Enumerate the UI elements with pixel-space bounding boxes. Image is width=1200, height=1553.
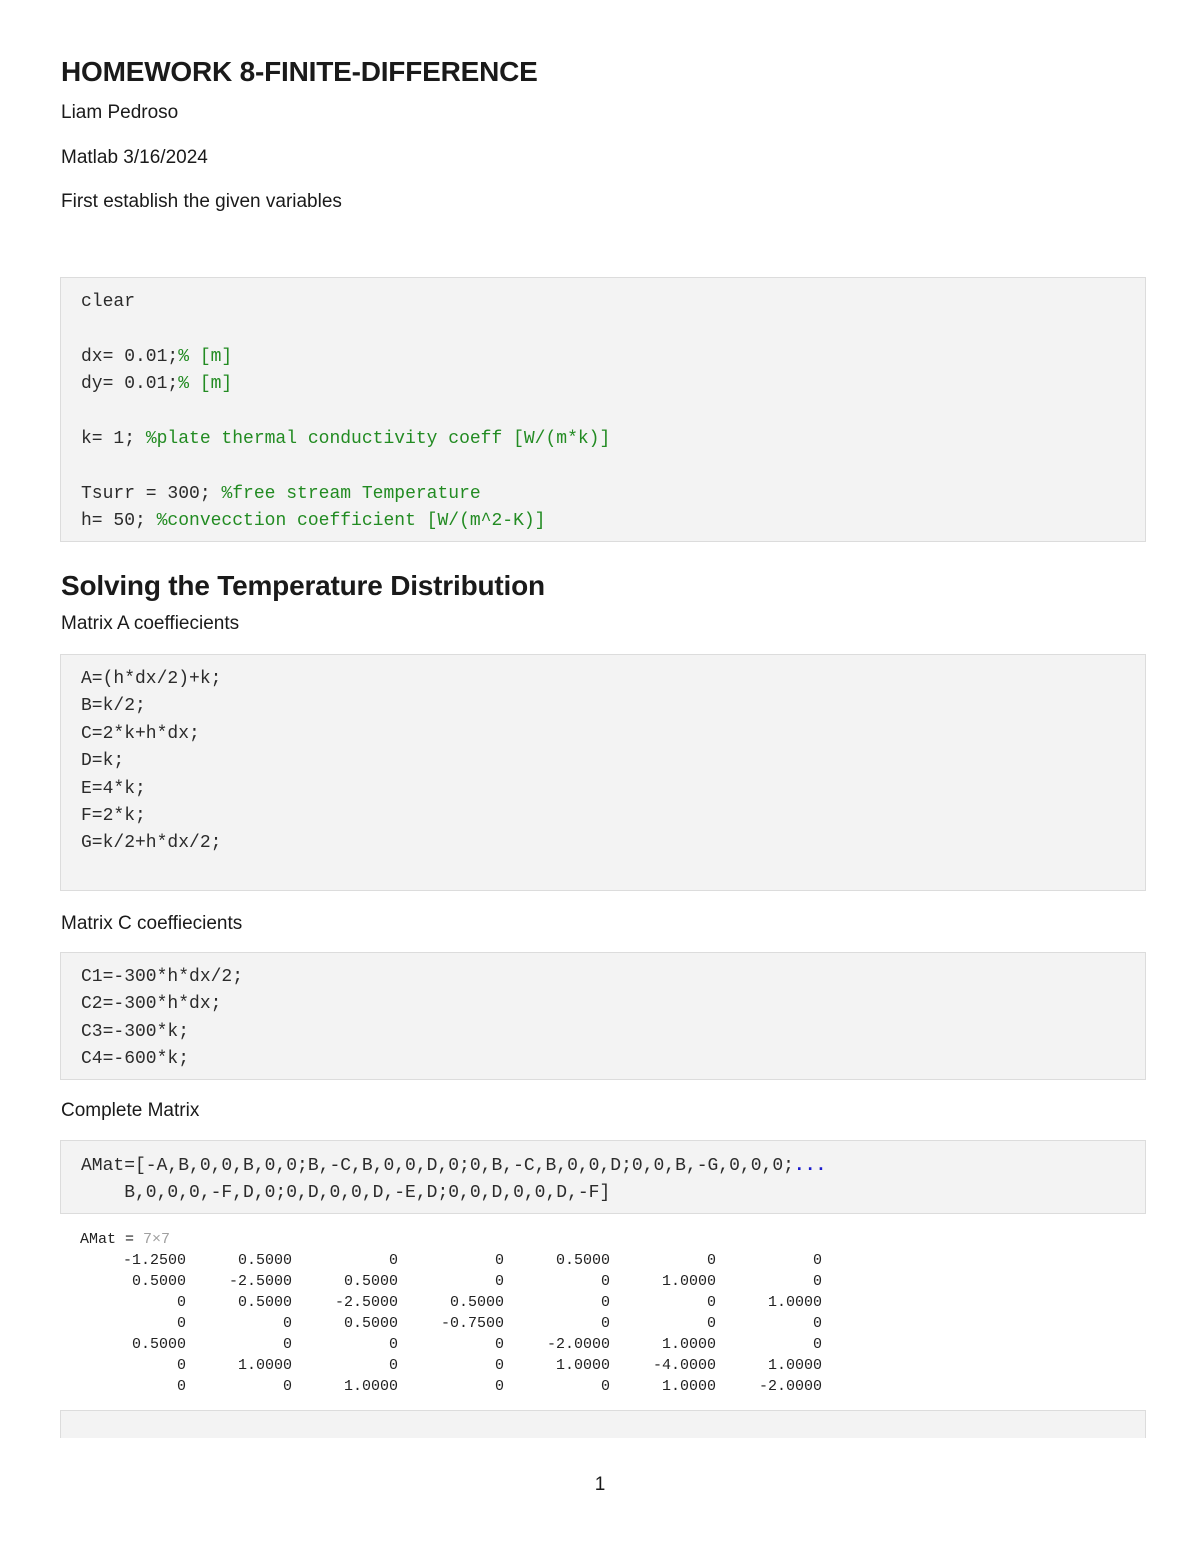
code-line: F=2*k; [81, 805, 146, 826]
matrix-cell: 1.0000 [343, 1378, 398, 1395]
matrix-cell: 0 [494, 1273, 504, 1290]
code-line: C2=-300*h*dx; [81, 994, 222, 1015]
matrix-cell: 0 [812, 1273, 822, 1290]
matrix-cell: 1.0000 [661, 1336, 716, 1353]
matrix-cell: 0 [600, 1315, 610, 1332]
code-comment: %convecction coefficient [W/(m^2-K)] [156, 511, 546, 532]
matrix-cell: 0.5000 [237, 1294, 292, 1311]
matrix-cell: 0 [176, 1378, 186, 1395]
author-name: Liam Pedroso [61, 102, 179, 123]
matrix-cell: 1.0000 [661, 1378, 716, 1395]
code-line: C1=-300*h*dx/2; [81, 967, 244, 987]
code-line [81, 481, 1145, 508]
matrix-cell: 0 [388, 1336, 398, 1353]
code-text: Tsurr = 300; [81, 483, 222, 504]
matrix-row [80, 1334, 822, 1355]
output-equals: = [116, 1231, 144, 1248]
matrix-cell: 0 [600, 1273, 610, 1290]
matrix-cell: 0.5000 [343, 1273, 398, 1290]
code-comment: %plate thermal conductivity coeff [W/(m*k)] [145, 428, 611, 449]
page-title: HOMEWORK 8-FINITE-DIFFERENCE [61, 56, 538, 87]
matrix-cell: -1.2500 [122, 1252, 186, 1269]
code-line: C4=-600*k; [81, 1049, 190, 1070]
matrix-row [80, 1271, 822, 1292]
code-block-variables [60, 277, 1146, 542]
code-line: D=k; [81, 751, 125, 772]
matrix-cell: 0 [812, 1315, 822, 1332]
matrix-cell: 0.5000 [449, 1294, 504, 1311]
matrix-c-label: Matrix C coeffiecients [61, 913, 243, 934]
matrix-cell: 1.0000 [237, 1357, 292, 1374]
code-line: G=k/2+h*dx/2; [81, 833, 222, 854]
matrix-cell: 0 [812, 1252, 822, 1269]
code-block-matrix-a [60, 654, 1146, 891]
matrix-row [80, 1313, 822, 1334]
matrix-cell: 0 [494, 1252, 504, 1269]
matrix-cell: -0.7500 [440, 1315, 504, 1332]
code-continuation: ... [793, 1156, 827, 1176]
code-line [81, 508, 1145, 535]
complete-matrix-label: Complete Matrix [61, 1100, 200, 1121]
code-block-matrix-c [60, 952, 1146, 1080]
output-size: 7×7 [143, 1231, 171, 1248]
matrix-cell: -2.5000 [228, 1273, 292, 1290]
code-line: clear [81, 292, 136, 312]
matrix-cell: 0.5000 [343, 1315, 398, 1332]
code-comment: % [m] [178, 374, 233, 395]
intro-text: First establish the given variables [61, 191, 342, 212]
matrix-cell: 0 [176, 1294, 186, 1311]
matrix-cell: 1.0000 [555, 1357, 610, 1374]
meta-line: Matlab 3/16/2024 [61, 147, 208, 168]
matrix-cell: 0 [600, 1378, 610, 1395]
page-number: 1 [594, 1474, 606, 1495]
matrix-cell: 0 [706, 1252, 716, 1269]
code-line-blank [81, 316, 1145, 343]
output-matrix [80, 1250, 822, 1397]
matrix-cell: -4.0000 [652, 1357, 716, 1374]
code-line-blank [81, 399, 1145, 426]
matrix-cell: 0 [706, 1294, 716, 1311]
matrix-cell: -2.0000 [546, 1336, 610, 1353]
output-amat [80, 1230, 822, 1397]
code-line [81, 1153, 1145, 1180]
matrix-cell: -2.5000 [334, 1294, 398, 1311]
code-line: A=(h*dx/2)+k; [81, 669, 222, 689]
matrix-cell: 0 [176, 1315, 186, 1332]
code-text: h= 50; [81, 511, 157, 532]
matrix-cell: 1.0000 [767, 1294, 822, 1311]
section-heading: Solving the Temperature Distribution [61, 570, 545, 601]
code-line: E=4*k; [81, 778, 146, 799]
matrix-cell: 0 [282, 1378, 292, 1395]
code-line: B,0,0,0,-F,D,0;0,D,0,0,D,-E,D;0,0,D,0,0,D,-F] [81, 1183, 611, 1204]
matrix-cell: 0 [494, 1378, 504, 1395]
matrix-a-label: Matrix A coeffiecients [61, 613, 240, 634]
matrix-cell: 0.5000 [131, 1273, 186, 1290]
code-line: C3=-300*k; [81, 1021, 190, 1042]
code-text: dx= 0.01; [81, 346, 179, 367]
matrix-cell: 0 [812, 1336, 822, 1353]
matrix-cell: 0 [600, 1294, 610, 1311]
matrix-cell: 0 [494, 1336, 504, 1353]
code-comment: % [m] [178, 346, 233, 367]
code-text: AMat=[-A,B,0,0,B,0,0;B,-C,B,0,0,D,0;0,B,-C,B,0,0,D;0,0,B,-G,0,0,0; [81, 1156, 794, 1176]
output-var-name: AMat [80, 1231, 117, 1248]
matrix-row [80, 1250, 822, 1271]
matrix-cell: 0 [282, 1315, 292, 1332]
matrix-row [80, 1292, 822, 1313]
matrix-cell: 0 [494, 1357, 504, 1374]
code-line [81, 371, 1145, 398]
matrix-cell: 1.0000 [767, 1357, 822, 1374]
code-block-complete-matrix [60, 1140, 1146, 1214]
matrix-row [80, 1376, 822, 1397]
matrix-cell: 0 [176, 1357, 186, 1374]
matrix-cell: 0 [282, 1336, 292, 1353]
code-text: dy= 0.01; [81, 374, 179, 395]
matrix-cell: 0 [388, 1357, 398, 1374]
output-header [80, 1230, 822, 1250]
code-line [81, 344, 1145, 371]
matrix-cell: 0.5000 [237, 1252, 292, 1269]
matrix-row [80, 1355, 822, 1376]
matrix-cell: 0 [388, 1252, 398, 1269]
matrix-cell: 0.5000 [131, 1336, 186, 1353]
code-text: k= 1; [81, 428, 146, 449]
code-line-blank [81, 453, 1145, 480]
code-line: B=k/2; [81, 696, 146, 717]
code-comment: %free stream Temperature [221, 483, 481, 504]
matrix-cell: 0 [706, 1315, 716, 1332]
matrix-cell: 0.5000 [555, 1252, 610, 1269]
code-line: C=2*k+h*dx; [81, 723, 200, 744]
matrix-cell: -2.0000 [758, 1378, 822, 1395]
code-line [81, 426, 1145, 453]
matrix-cell: 1.0000 [661, 1273, 716, 1290]
code-block-empty [60, 1410, 1146, 1438]
